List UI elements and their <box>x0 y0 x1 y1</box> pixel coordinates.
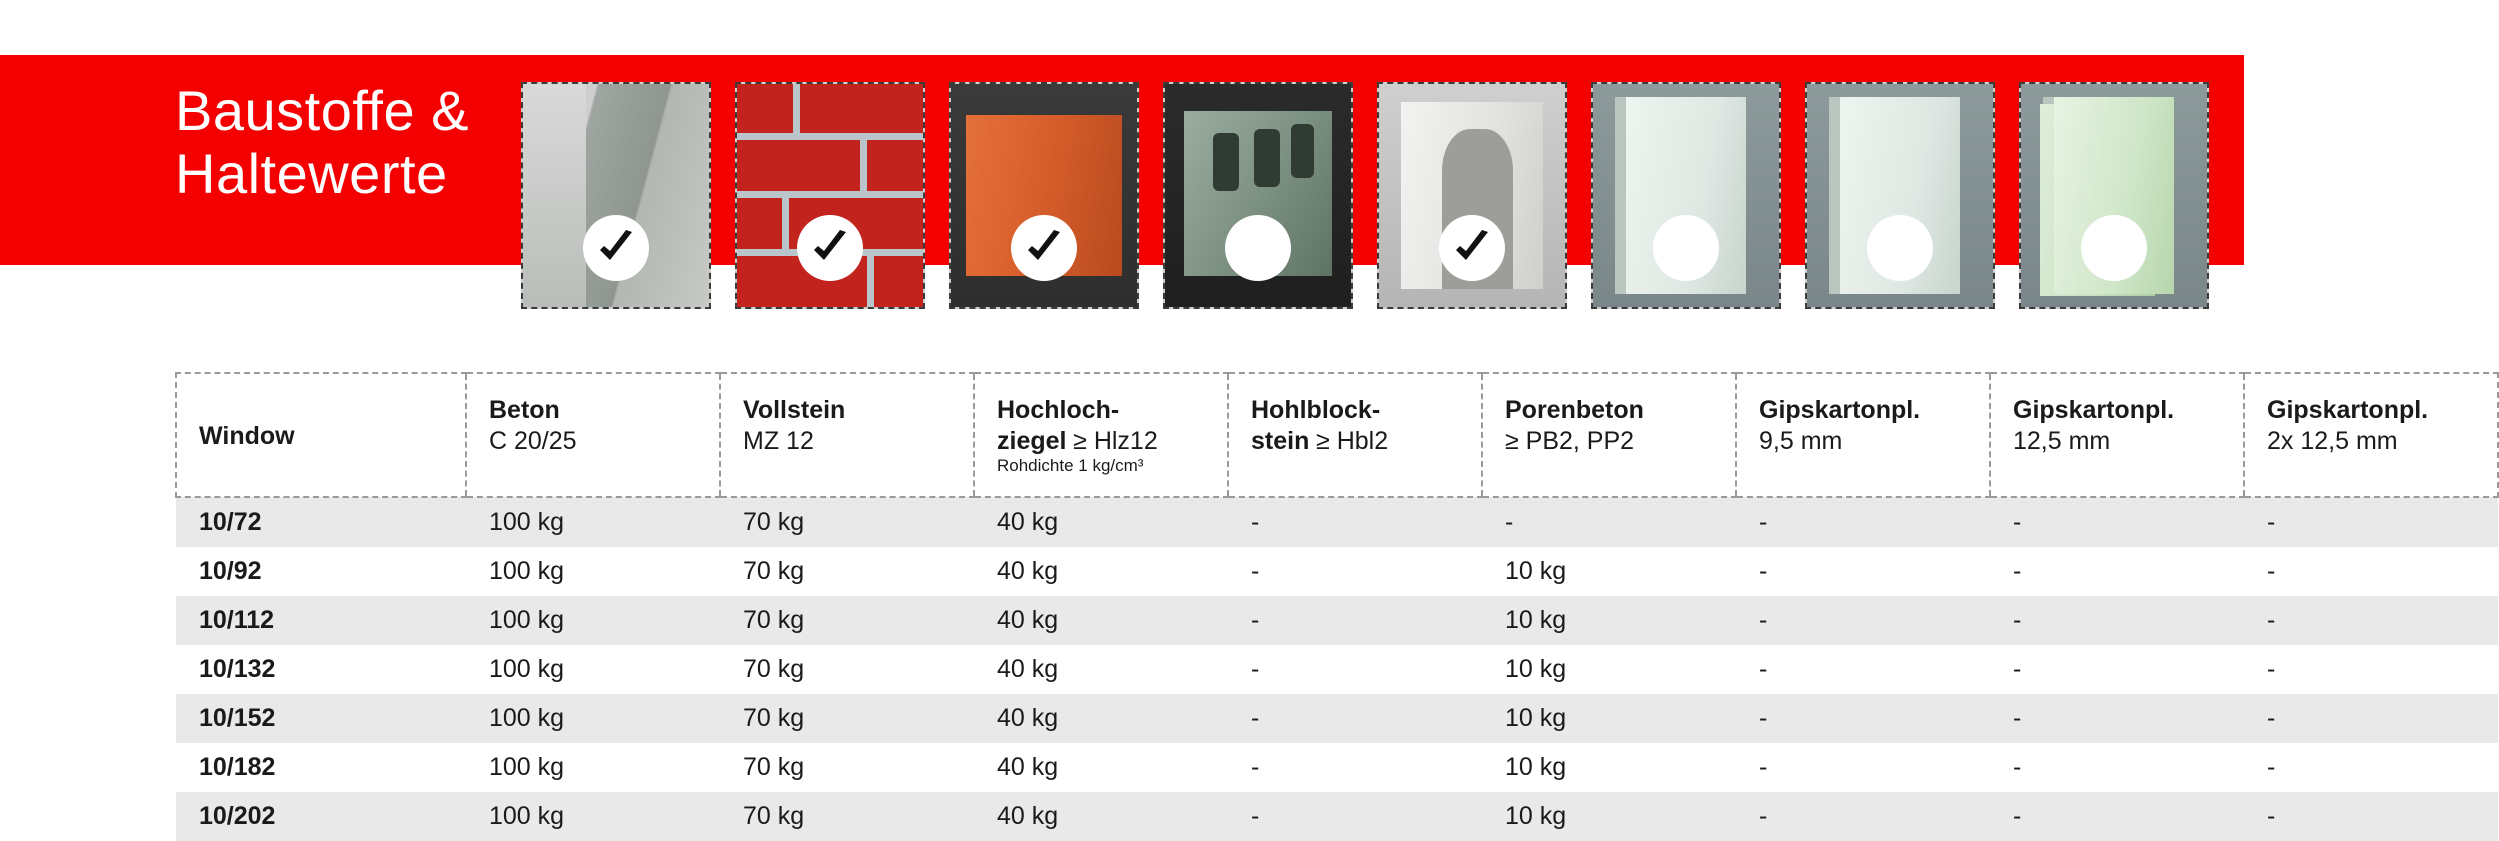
column-header-gipskarton-12-5-line2: 12,5 mm <box>2013 426 2111 455</box>
table-cell: 70 kg <box>743 802 805 831</box>
table-cell: 40 kg <box>997 508 1059 537</box>
table-cell: - <box>1759 802 1768 831</box>
column-header-hochlochziegel-line1b: ziegel <box>997 426 1067 455</box>
table-cell: - <box>2013 655 2022 684</box>
table-cell: 10 kg <box>1505 753 1567 782</box>
column-header-window <box>176 373 466 497</box>
table-header <box>176 373 2498 497</box>
table-cell: - <box>2013 753 2022 782</box>
table-cell: - <box>1759 753 1768 782</box>
table-cell: 40 kg <box>997 753 1059 782</box>
table-cell: - <box>1251 655 1260 684</box>
haltewerte-table-wrap <box>175 372 2429 841</box>
column-header-gipskarton-2x12-5 <box>2244 373 2498 497</box>
column-header-gipskarton-12-5-line1: Gipskartonpl. <box>2013 396 2175 424</box>
hohlblockstein-empty-badge <box>1225 215 1291 281</box>
table-cell: - <box>2267 704 2276 733</box>
table-cell: - <box>2267 753 2276 782</box>
table-cell: - <box>2013 802 2022 831</box>
table-cell: - <box>2267 557 2276 586</box>
table-cell: - <box>1759 655 1768 684</box>
table-cell: - <box>1759 557 1768 586</box>
column-header-vollstein-line1: Vollstein <box>743 396 846 424</box>
table-row <box>176 645 2498 694</box>
page-title <box>175 80 515 205</box>
table-cell: 40 kg <box>997 606 1059 635</box>
table-cell: 100 kg <box>489 704 565 733</box>
table-cell: 100 kg <box>489 802 565 831</box>
table-cell: - <box>1759 704 1768 733</box>
page-title-line-2: Haltewerte <box>175 141 448 205</box>
check-icon <box>596 228 636 268</box>
vollstein-thumbnail <box>735 82 925 309</box>
table-cell: 40 kg <box>997 655 1059 684</box>
material-thumbnail-row <box>521 82 2209 309</box>
table-cell: 100 kg <box>489 606 565 635</box>
vollstein-check-badge <box>797 215 863 281</box>
table-cell: - <box>1251 704 1260 733</box>
table-cell: 70 kg <box>743 655 805 684</box>
table-cell: - <box>2267 655 2276 684</box>
check-icon <box>1452 228 1492 268</box>
gipskartonplatte-9-5-thumbnail <box>1591 82 1781 309</box>
column-header-beton <box>466 373 720 497</box>
table-cell: 10 kg <box>1505 704 1567 733</box>
column-header-gipskarton-9-5-line2: 9,5 mm <box>1759 426 1843 455</box>
table-cell: - <box>1251 508 1260 537</box>
gipskartonplatte-12-5-thumbnail <box>1805 82 1995 309</box>
table-cell: - <box>2267 508 2276 537</box>
column-header-beton-line2: C 20/25 <box>489 426 577 455</box>
column-header-beton-line1: Beton <box>489 396 560 424</box>
column-header-gipskarton-2x12-5-line1: Gipskartonpl. <box>2267 396 2429 424</box>
column-header-window-label: Window <box>199 421 295 450</box>
table-cell: 40 kg <box>997 802 1059 831</box>
porenbeton-thumbnail <box>1377 82 1567 309</box>
table-cell: - <box>1505 508 1514 537</box>
table-cell: 10 kg <box>1505 655 1567 684</box>
column-header-gipskarton-9-5 <box>1736 373 1990 497</box>
table-row <box>176 547 2498 596</box>
gipskartonplatte-2x12-5-empty-badge <box>2081 215 2147 281</box>
page-title-line-1: Baustoffe & <box>175 79 470 142</box>
column-header-hohlblockstein-line2: ≥ Hbl2 <box>1316 426 1389 455</box>
column-header-gipskarton-9-5-line1: Gipskartonpl. <box>1759 396 1921 424</box>
table-cell: - <box>1759 508 1768 537</box>
column-header-hochlochziegel-line2: ≥ Hlz12 <box>1073 426 1158 455</box>
hohlblockstein-thumbnail <box>1163 82 1353 309</box>
table-header-row <box>176 373 2498 497</box>
table-row-label: 10/182 <box>199 753 276 782</box>
column-header-porenbeton-line1: Porenbeton <box>1505 396 1644 424</box>
porenbeton-check-badge <box>1439 215 1505 281</box>
table-cell: 70 kg <box>743 704 805 733</box>
table-row <box>176 694 2498 743</box>
table-cell: - <box>2267 606 2276 635</box>
table-cell: 70 kg <box>743 606 805 635</box>
column-header-vollstein <box>720 373 974 497</box>
column-header-vollstein-line2: MZ 12 <box>743 426 814 455</box>
gipskartonplatte-9-5-empty-badge <box>1653 215 1719 281</box>
table-row-label: 10/152 <box>199 704 276 733</box>
table-cell: - <box>1251 606 1260 635</box>
table-cell: 70 kg <box>743 557 805 586</box>
table-cell: - <box>2013 704 2022 733</box>
column-header-gipskarton-12-5 <box>1990 373 2244 497</box>
check-icon <box>810 228 850 268</box>
haltewerte-table <box>175 372 2499 841</box>
column-header-hochlochziegel-line3: Rohdichte 1 kg/cm³ <box>997 456 1144 475</box>
column-header-porenbeton-line2: ≥ PB2, PP2 <box>1505 426 1635 455</box>
table-cell: - <box>2013 557 2022 586</box>
table-cell: 100 kg <box>489 508 565 537</box>
table-cell: 100 kg <box>489 557 565 586</box>
table-row-label: 10/92 <box>199 557 262 586</box>
table-cell: 70 kg <box>743 753 805 782</box>
beton-check-badge <box>583 215 649 281</box>
column-header-hohlblockstein-line1b: stein <box>1251 426 1310 455</box>
table-row-label: 10/112 <box>199 606 275 635</box>
hochlochziegel-check-badge <box>1011 215 1077 281</box>
table-cell: - <box>1251 802 1260 831</box>
table-row <box>176 596 2498 645</box>
table-cell: - <box>1759 606 1768 635</box>
table-row <box>176 743 2498 792</box>
table-cell: 70 kg <box>743 508 805 537</box>
table-cell: 100 kg <box>489 655 565 684</box>
gipskartonplatte-12-5-empty-badge <box>1867 215 1933 281</box>
column-header-hochlochziegel-line1: Hochloch- <box>997 396 1120 424</box>
hochlochziegel-thumbnail <box>949 82 1139 309</box>
column-header-gipskarton-2x12-5-line2: 2x 12,5 mm <box>2267 426 2398 455</box>
column-header-hohlblockstein <box>1228 373 1482 497</box>
table-cell: - <box>1251 753 1260 782</box>
table-row-label: 10/202 <box>199 802 276 831</box>
table-cell: - <box>2013 508 2022 537</box>
table-row <box>176 792 2498 841</box>
table-cell: - <box>1251 557 1260 586</box>
table-cell: 40 kg <box>997 704 1059 733</box>
beton-thumbnail <box>521 82 711 309</box>
table-cell: 40 kg <box>997 557 1059 586</box>
column-header-hochlochziegel <box>974 373 1228 497</box>
table-row-label: 10/72 <box>199 508 262 537</box>
column-header-porenbeton <box>1482 373 1736 497</box>
table-cell: 100 kg <box>489 753 565 782</box>
column-header-hohlblockstein-line1: Hohlblock- <box>1251 396 1381 424</box>
table-cell: 10 kg <box>1505 802 1567 831</box>
table-row <box>176 497 2498 547</box>
gipskartonplatte-2x12-5-thumbnail <box>2019 82 2209 309</box>
table-cell: 10 kg <box>1505 606 1567 635</box>
table-row-label: 10/132 <box>199 655 276 684</box>
table-body <box>176 497 2498 841</box>
table-cell: 10 kg <box>1505 557 1567 586</box>
check-icon <box>1024 228 1064 268</box>
table-cell: - <box>2267 802 2276 831</box>
table-cell: - <box>2013 606 2022 635</box>
